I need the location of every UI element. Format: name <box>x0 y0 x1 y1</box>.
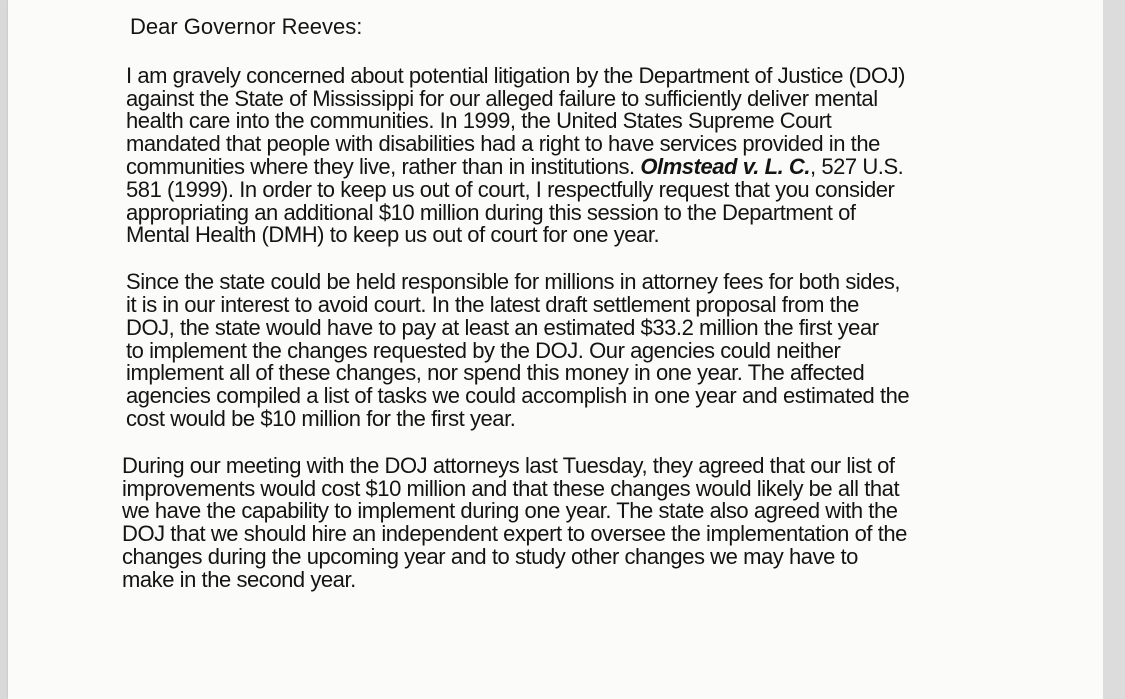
text-line: I am gravely concerned about potential litigation by the Department of Justice (DOJ) <box>126 62 906 88</box>
text-line: 581 (1999). In order to keep us out of court, I respectfully request that you consider <box>126 176 895 202</box>
text-line: During our meeting with the DOJ attorneys last Tuesday, they agreed that our list of <box>122 452 895 478</box>
document-page <box>8 0 1103 699</box>
salutation: Dear Governor Reeves: <box>130 14 363 39</box>
text-line: Since the state could be held responsible for millions in attorney fees for both sides, <box>126 269 901 295</box>
paragraph-3 <box>118 452 968 592</box>
page-edge-margin <box>1103 0 1125 699</box>
text-line: make in the second year. <box>122 566 356 592</box>
text-line: Mental Health (DMH) to keep us out of court for one year. <box>126 222 660 248</box>
text-line: implement all of these changes, nor spend this money in one year. The affected <box>126 360 865 386</box>
paragraph-1 <box>118 62 968 248</box>
text-line: cost would be $10 million for the first year. <box>126 405 516 431</box>
text-line: we have the capability to implement during one year. The state also agreed with the <box>122 498 898 524</box>
text-line: to implement the changes requested by the DOJ. Our agencies could neither <box>126 337 841 363</box>
text-line: health care into the communities. In 1999, the United States Supreme Court <box>126 108 832 134</box>
text-fragment: , 527 U.S. <box>810 153 904 179</box>
text-line: appropriating an additional $10 million during this session to the Department of <box>126 199 856 225</box>
text-line: DOJ that we should hire an independent expert to oversee the implementation of the <box>122 521 907 547</box>
text-line-with-citation <box>126 153 968 179</box>
text-fragment: communities where they live, rather than in institutions. <box>126 153 641 179</box>
text-line: changes during the upcoming year and to study other changes we may have to <box>122 543 858 569</box>
text-line: it is in our interest to avoid court. In the latest draft settlement proposal from the <box>126 291 859 317</box>
case-citation: Olmstead v. L. C. <box>640 153 811 179</box>
text-line: agencies compiled a list of tasks we could accomplish in one year and estimated the <box>126 383 910 409</box>
text-line: improvements would cost $10 million and that these changes would likely be all that <box>122 475 900 501</box>
text-line: against the State of Mississippi for our alleged failure to sufficiently deliver mental <box>126 85 878 111</box>
paragraph-2 <box>118 271 968 431</box>
text-line: DOJ, the state would have to pay at least an estimated $33.2 million the first year <box>126 314 879 340</box>
text-line: mandated that people with disabilities had a right to have services provided in the <box>126 131 880 157</box>
letter-body <box>118 16 968 616</box>
